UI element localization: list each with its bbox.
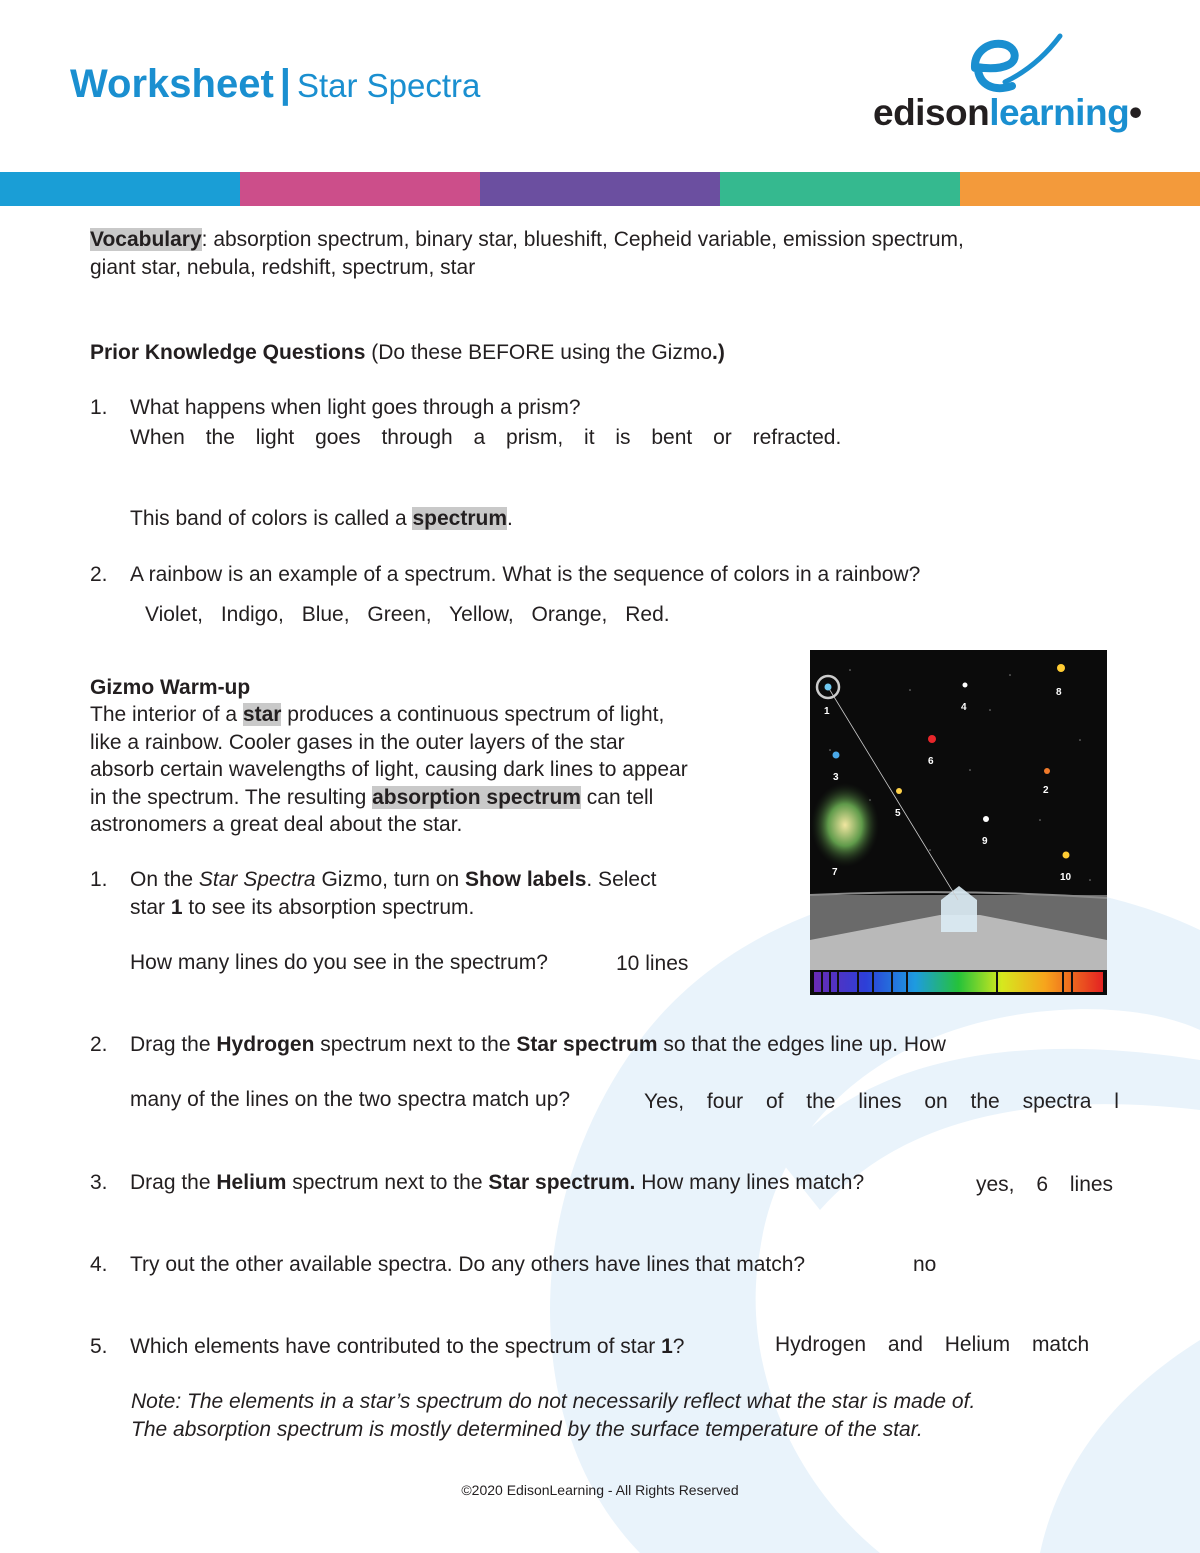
star-6 <box>928 735 936 743</box>
page-title <box>70 62 480 107</box>
prior-q2-number: 2. <box>90 563 108 586</box>
star-label-8: 8 <box>1056 687 1062 698</box>
star-3 <box>833 752 840 759</box>
star-label-4: 4 <box>961 702 967 713</box>
star-8 <box>1057 664 1065 672</box>
color-bar <box>0 172 1200 206</box>
logo-e-icon <box>870 30 1140 100</box>
star-label-10: 10 <box>1060 872 1072 883</box>
star-term: star <box>242 703 282 726</box>
star-label-1: 1 <box>824 706 830 717</box>
gizmo-scene <box>810 650 1107 995</box>
title-subject: Star Spectra <box>296 67 481 104</box>
star-5 <box>896 788 902 794</box>
star-label-2: 2 <box>1043 785 1049 796</box>
star-10 <box>1063 852 1070 859</box>
warmup-q1-text: On the Star Spectra Gizmo, turn on Show labels. Select <box>130 868 657 891</box>
star-1 <box>825 684 832 691</box>
warmup-para-line-3: absorb certain wavelengths of light, causing dark lines to appear <box>90 758 688 781</box>
logo-wordmark: edisonlearning• <box>873 92 1142 133</box>
warmup-q1-number: 1. <box>90 868 108 891</box>
warmup-q3-text: Drag the Helium spectrum next to the Star spectrum. How many lines match? <box>130 1171 865 1194</box>
warmup-q5-number: 5. <box>90 1335 108 1358</box>
warmup-para-line-1: The interior of a star produces a continuous spectrum of light, <box>90 703 665 726</box>
spectrum-sentence: This band of colors is called a spectrum. <box>130 507 513 530</box>
warmup-q2-answer: Yes, four of the lines on the spectra l <box>644 1090 1119 1113</box>
color-bar-orange <box>960 172 1200 206</box>
warmup-q3-number: 3. <box>90 1171 108 1194</box>
prior-q1-text: What happens when light goes through a prism? <box>130 396 581 419</box>
prior-q1-number: 1. <box>90 396 108 419</box>
star-2 <box>1044 768 1050 774</box>
warmup-q1-question: How many lines do you see in the spectrum? <box>130 951 548 974</box>
nebula-7 <box>811 783 879 867</box>
color-bar-blue <box>0 172 240 206</box>
warmup-para-line-2: like a rainbow. Cooler gases in the outer layers of the star <box>90 731 625 754</box>
star-4 <box>963 683 968 688</box>
warmup-q4-text: Try out the other available spectra. Do any others have lines that match? <box>130 1253 806 1276</box>
prior-q2-text: A rainbow is an example of a spectrum. What is the sequence of colors in a rainbow? <box>130 563 921 586</box>
warmup-q4-answer: no <box>913 1253 937 1276</box>
title-separator: | <box>279 62 291 106</box>
vocabulary-line-2: giant star, nebula, redshift, spectrum, star <box>90 256 476 279</box>
star-9 <box>983 816 989 822</box>
warmup-q3-answer: yes, 6 lines <box>976 1173 1114 1196</box>
title-worksheet: Worksheet <box>70 62 274 106</box>
warmup-para-line-5: astronomers a great deal about the star. <box>90 813 463 836</box>
vocabulary-label: Vocabulary <box>90 228 202 251</box>
warmup-q5-text: Which elements have contributed to the spectrum of star 1? <box>130 1335 685 1358</box>
spectrum-term: spectrum <box>412 507 508 530</box>
color-bar-purple <box>480 172 720 206</box>
gizmo-warmup-heading: Gizmo Warm-up <box>90 676 251 699</box>
warmup-q1-answer: 10 lines <box>616 952 689 975</box>
warmup-q4-number: 4. <box>90 1253 108 1276</box>
edison-learning-logo <box>870 30 1140 140</box>
color-bar-pink <box>240 172 480 206</box>
warmup-q2-number: 2. <box>90 1033 108 1056</box>
star-spectra-gizmo-image <box>810 650 1107 995</box>
vocabulary-line-1 <box>90 226 964 254</box>
star-label-5: 5 <box>895 808 901 819</box>
warmup-q2-text: Drag the Hydrogen spectrum next to the Star spectrum so that the edges line up. How <box>130 1033 946 1056</box>
prior-q1-answer: When the light goes through a prism, it is bent or refracted. <box>130 426 842 449</box>
star-label-6: 6 <box>928 756 934 767</box>
footer-copyright: ©2020 EdisonLearning - All Rights Reserved <box>461 1482 739 1498</box>
prior-knowledge-heading: Prior Knowledge Questions (Do these BEFORE using the Gizmo.) <box>90 341 725 364</box>
star-label-7: 7 <box>832 867 838 878</box>
note-line-1: Note: The elements in a star’s spectrum do not necessarily reflect what the star is made of. <box>131 1390 976 1413</box>
star-label-3: 3 <box>833 772 839 783</box>
warmup-q1-text-line-2: star 1 to see its absorption spectrum. <box>130 896 475 919</box>
star-label-9: 9 <box>982 836 988 847</box>
absorption-spectrum-term: absorption spectrum <box>372 786 581 809</box>
prior-q2-answer: Violet, Indigo, Blue, Green, Yellow, Orange, Red. <box>145 603 670 626</box>
note-line-2: The absorption spectrum is mostly determined by the surface temperature of the star. <box>131 1418 923 1441</box>
warmup-para-line-4: in the spectrum. The resulting absorption spectrum can tell <box>90 786 654 809</box>
background-stars <box>829 669 1091 901</box>
color-bar-green <box>720 172 960 206</box>
warmup-q2-text-line-2: many of the lines on the two spectra match up? <box>130 1088 571 1111</box>
warmup-q5-answer: Hydrogen and Helium match <box>775 1333 1090 1356</box>
vocabulary-terms-1: : absorption spectrum, binary star, blueshift, Cepheid variable, emission spectrum, <box>201 228 964 251</box>
